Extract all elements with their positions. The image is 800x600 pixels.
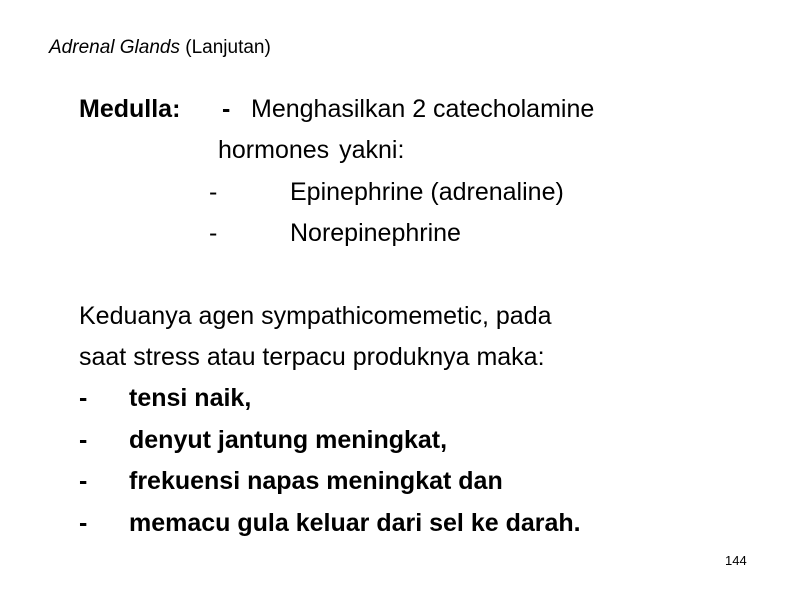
effect-dash: -	[79, 467, 88, 495]
medulla-label: Medulla:	[79, 95, 181, 123]
paragraph-line2: saat stress atau terpacu produknya maka:	[79, 343, 545, 371]
effect-item: tensi naik,	[129, 384, 252, 412]
slide-title-rest: (Lanjutan)	[179, 37, 271, 58]
effect-dash: -	[79, 384, 88, 412]
medulla-dash: -	[222, 95, 231, 123]
effect-dash: -	[79, 509, 88, 537]
hormone-item-norepinephrine: Norepinephrine	[290, 219, 461, 247]
hormone-item-dash: -	[209, 219, 218, 247]
effect-dash: -	[79, 426, 88, 454]
effect-item: memacu gula keluar dari sel ke darah.	[129, 509, 581, 537]
paragraph-line1: Keduanya agen sympathicomemetic, pada	[79, 302, 552, 330]
hormone-item-epinephrine: Epinephrine (adrenaline)	[290, 178, 564, 206]
slide-title-italic: Adrenal Glands	[49, 37, 180, 58]
medulla-text-line2: hormones yakni:	[218, 136, 405, 164]
effect-item: frekuensi napas meningkat dan	[129, 467, 503, 495]
hormone-item-dash: -	[209, 178, 218, 206]
effect-item: denyut jantung meningkat,	[129, 426, 448, 454]
slide-title	[49, 36, 271, 60]
medulla-text-line1: Menghasilkan 2 catecholamine	[251, 95, 595, 123]
page-number: 144	[725, 553, 747, 568]
